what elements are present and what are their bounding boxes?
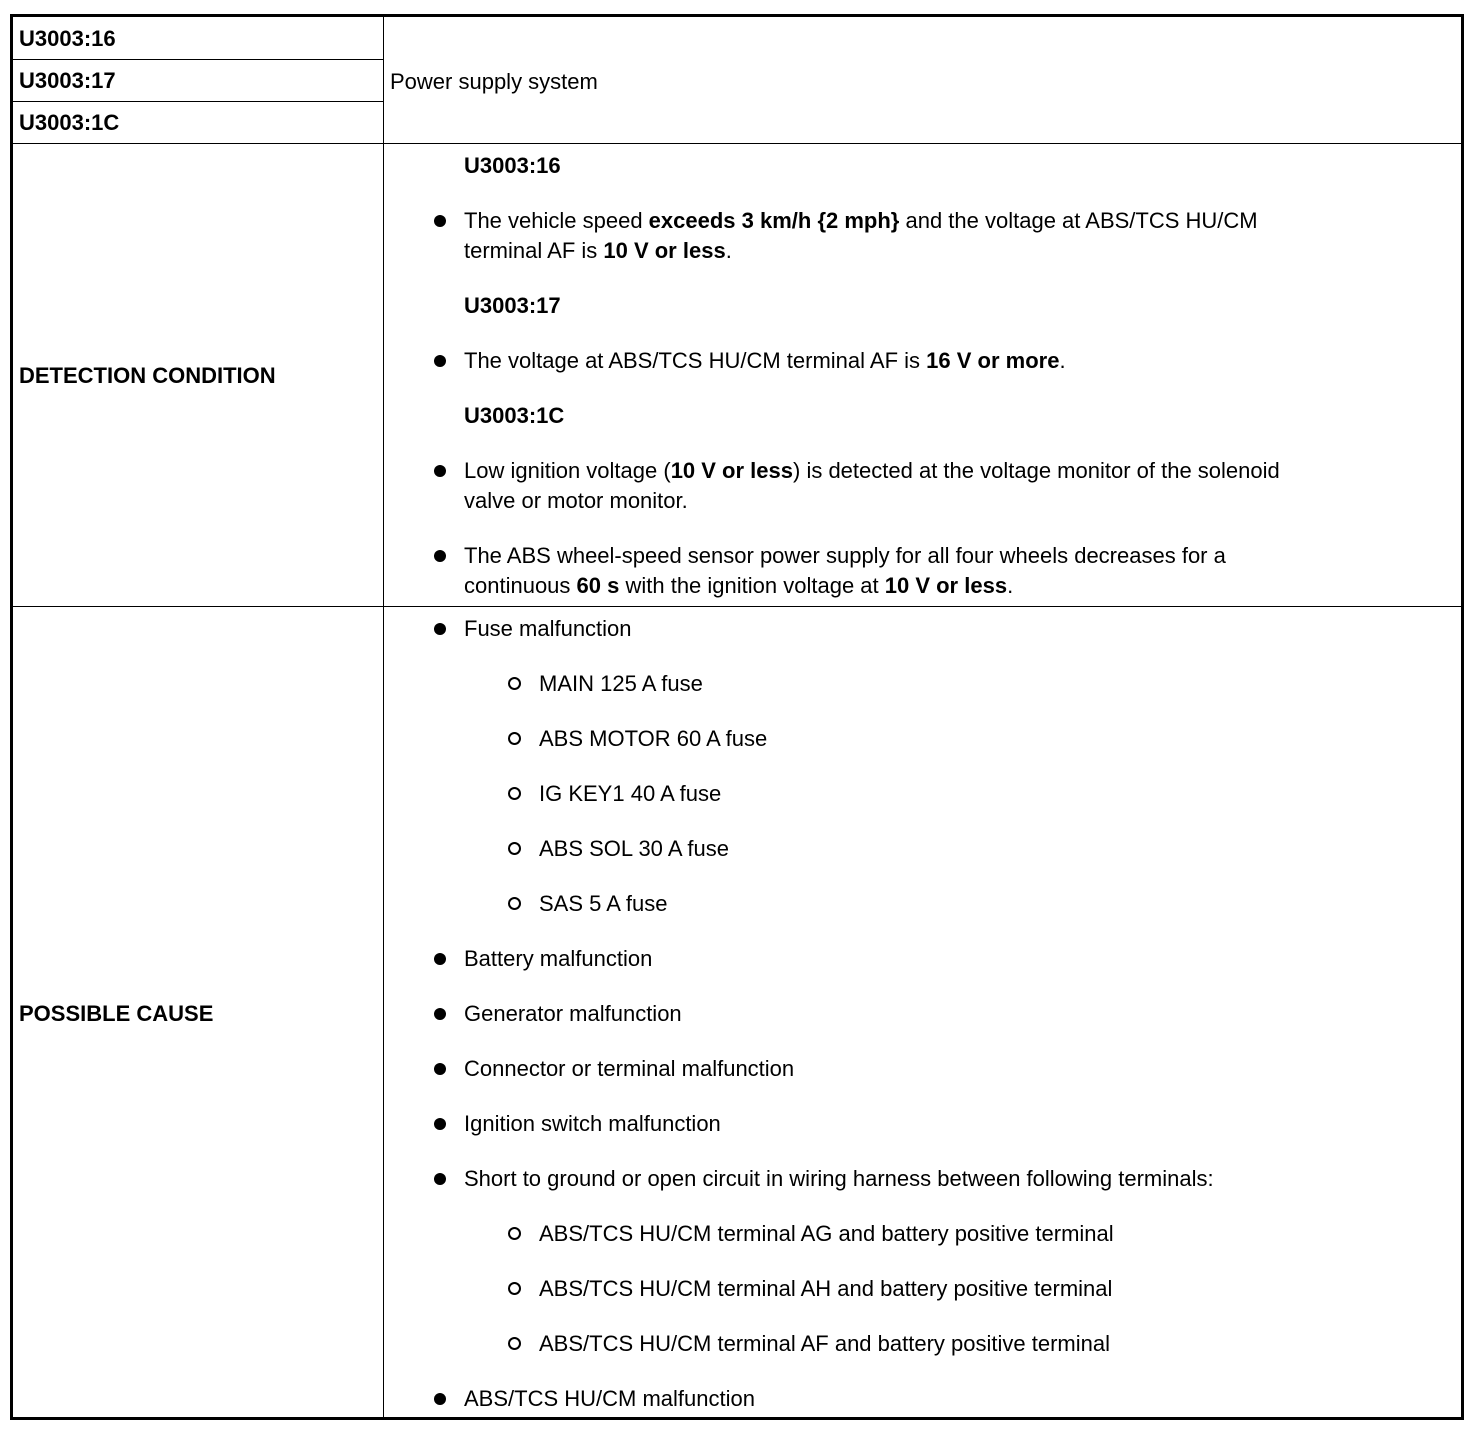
condition-heading: U3003:16	[464, 153, 561, 178]
code-divider-1	[13, 59, 383, 60]
fuse-item: ABS MOTOR 60 A fuse	[539, 726, 768, 751]
cause-item: Connector or terminal malfunction	[464, 1056, 795, 1081]
detection-condition-label: DETECTION CONDITION	[19, 363, 276, 388]
cause-item: ABS/TCS HU/CM malfunction	[464, 1386, 755, 1411]
circle-bullet-icon	[508, 787, 521, 800]
row-divider-2	[13, 606, 1461, 607]
row-divider-1	[13, 143, 1461, 144]
dtc-description: Power supply system	[390, 69, 598, 94]
terminal-item: ABS/TCS HU/CM terminal AF and battery positive terminal	[539, 1331, 1110, 1356]
condition-item: Low ignition voltage (10 V or less) is detected at the voltage monitor of the solenoid	[464, 458, 1280, 483]
column-divider	[383, 17, 384, 1417]
possible-cause-label: POSSIBLE CAUSE	[19, 1001, 214, 1026]
condition-item: The voltage at ABS/TCS HU/CM terminal AF is 16 V or more.	[464, 348, 1066, 373]
bullet-icon	[434, 1008, 446, 1020]
bullet-icon	[434, 1063, 446, 1075]
terminal-item: ABS/TCS HU/CM terminal AH and battery positive terminal	[539, 1276, 1113, 1301]
bullet-icon	[434, 1393, 446, 1405]
dtc-code: U3003:16	[19, 26, 116, 51]
circle-bullet-icon	[508, 732, 521, 745]
dtc-code: U3003:1C	[19, 110, 120, 135]
bullet-icon	[434, 355, 446, 367]
condition-item-cont: terminal AF is 10 V or less.	[464, 238, 732, 263]
condition-heading: U3003:17	[464, 293, 561, 318]
cause-item: Battery malfunction	[464, 946, 653, 971]
condition-item-cont: valve or motor monitor.	[464, 488, 688, 513]
fuse-item: SAS 5 A fuse	[539, 891, 668, 916]
bullet-icon	[434, 465, 446, 477]
fuse-item: IG KEY1 40 A fuse	[539, 781, 722, 806]
circle-bullet-icon	[508, 1337, 521, 1350]
cause-item: Ignition switch malfunction	[464, 1111, 721, 1136]
bullet-icon	[434, 550, 446, 562]
condition-heading: U3003:1C	[464, 403, 565, 428]
cause-item: Short to ground or open circuit in wiring harness between following terminals:	[464, 1166, 1214, 1191]
dtc-code: U3003:17	[19, 68, 116, 93]
circle-bullet-icon	[508, 897, 521, 910]
circle-bullet-icon	[508, 1227, 521, 1240]
cause-item: Fuse malfunction	[464, 616, 632, 641]
bullet-icon	[434, 953, 446, 965]
condition-item: The vehicle speed exceeds 3 km/h {2 mph} and the voltage at ABS/TCS HU/CM	[464, 208, 1258, 233]
circle-bullet-icon	[508, 842, 521, 855]
terminal-item: ABS/TCS HU/CM terminal AG and battery positive terminal	[539, 1221, 1114, 1246]
bullet-icon	[434, 1173, 446, 1185]
circle-bullet-icon	[508, 677, 521, 690]
fuse-item: MAIN 125 A fuse	[539, 671, 703, 696]
bullet-icon	[434, 215, 446, 227]
bullet-icon	[434, 623, 446, 635]
bullet-icon	[434, 1118, 446, 1130]
condition-item-cont: continuous 60 s with the ignition voltage at 10 V or less.	[464, 573, 1014, 598]
dtc-table	[10, 14, 1464, 1420]
circle-bullet-icon	[508, 1282, 521, 1295]
fuse-item: ABS SOL 30 A fuse	[539, 836, 729, 861]
cause-item: Generator malfunction	[464, 1001, 682, 1026]
condition-item: The ABS wheel-speed sensor power supply for all four wheels decreases for a	[464, 543, 1226, 568]
code-divider-2	[13, 101, 383, 102]
